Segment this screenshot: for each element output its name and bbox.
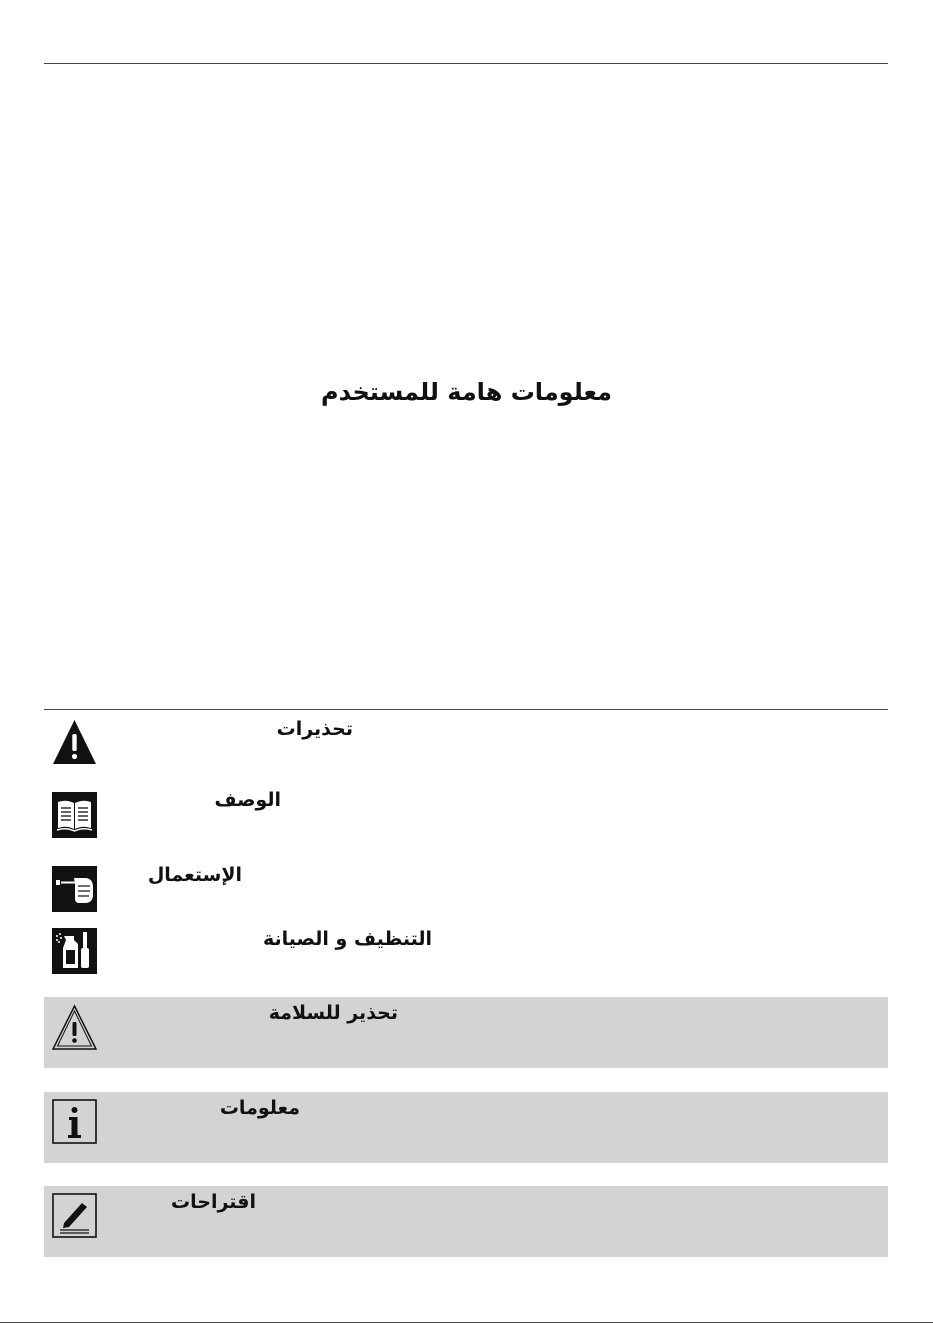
safety-warning-outline-icon bbox=[52, 1004, 97, 1050]
legend-item-warnings bbox=[44, 718, 888, 768]
safety-warning-box bbox=[44, 997, 888, 1068]
suggestions-box bbox=[44, 1186, 888, 1257]
information-box bbox=[44, 1092, 888, 1163]
bottom-rule bbox=[0, 1322, 933, 1323]
legend-item-description bbox=[44, 789, 888, 839]
legend-label-description: الوصف bbox=[214, 789, 281, 811]
legend-label-warnings: تحذيرات bbox=[276, 718, 353, 740]
legend-item-cleaning bbox=[44, 928, 888, 978]
info-icon bbox=[52, 1099, 97, 1145]
pencil-note-icon bbox=[52, 1193, 97, 1239]
spray-brush-cleaning-icon bbox=[52, 928, 97, 974]
warning-triangle-icon bbox=[52, 718, 97, 764]
box-label-suggestions: اقتراحات bbox=[171, 1191, 256, 1213]
section-rule bbox=[44, 709, 888, 710]
open-book-icon bbox=[52, 792, 97, 838]
legend-item-use bbox=[44, 864, 888, 914]
top-rule bbox=[44, 63, 888, 64]
legend-label-cleaning: التنظيف و الصيانة bbox=[262, 928, 432, 950]
box-label-safety-warning: تحذير للسلامة bbox=[268, 1002, 398, 1024]
box-label-information: معلومات bbox=[219, 1097, 300, 1119]
page-title: معلومات هامة للمستخدم bbox=[321, 378, 612, 406]
legend-label-use: الإستعمال bbox=[147, 864, 242, 886]
pointing-hand-icon bbox=[52, 866, 97, 912]
